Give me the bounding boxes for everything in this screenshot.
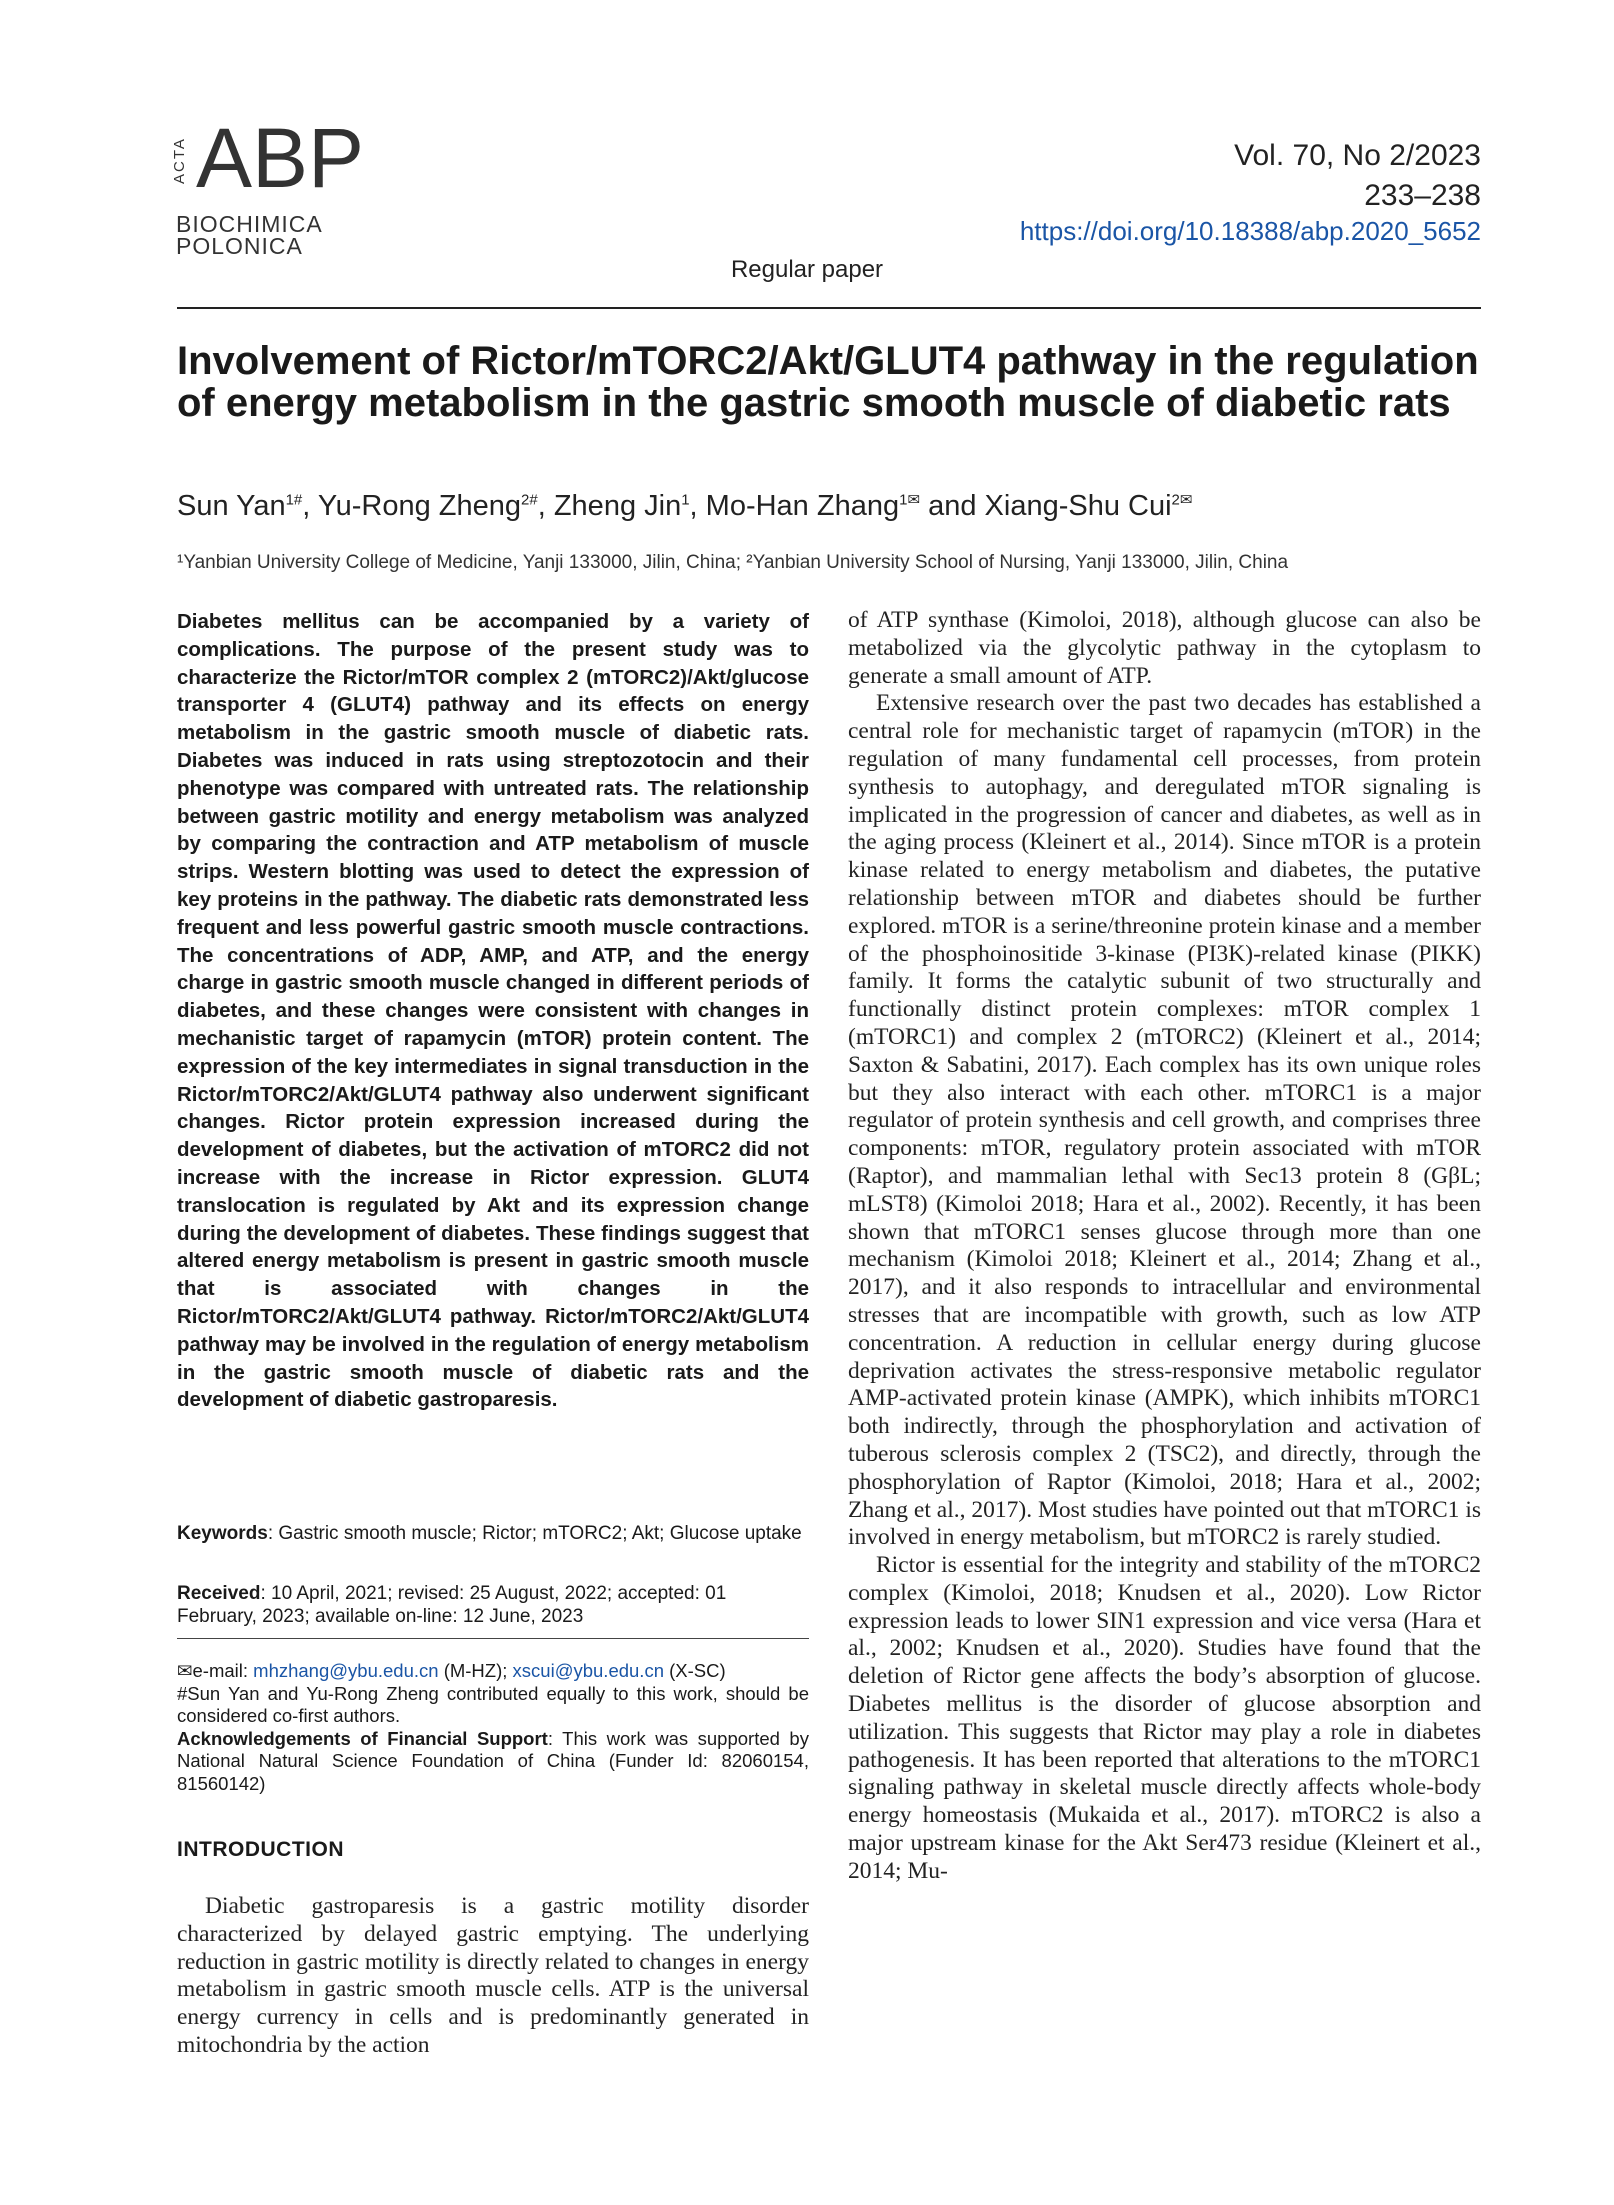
paragraph: Rictor is essential for the integrity and stability of the mTORC2 complex (Kimoloi, 2018; Knudsen et al., 2020). Low Rictor expression leads to lower SIN1 expression and vice versa (Hara et al., 2002; Knudsen et al., 2020). Studies have found that the deletion of Rictor gene affects the body’s absorption of glucose. Diabetes mellitus is the disorder of glucose absorption and utilization. This suggests that Rictor may play a role in diabetes pathogenesis. It has been reported that alterations to the mTORC1 signaling pathway in skeletal muscle directly affects whole-body energy homeostasis (Mukaida et al., 2017). mTORC2 is also a major upstream kinase for the Akt Ser473 residue (Kleinert et al., 2014; Mu- <box>848 1552 1481 1884</box>
article-dates <box>177 1582 809 1628</box>
author-list: Sun Yan$^{1\#}$, Yu-Rong Zheng$^{2\#}$, Zheng Jin$^1$, Mo-Han Zhang$^{1✉}$ and Xiang-Shu Cui$^{2✉}$ <box>177 490 1193 522</box>
abstract: Diabetes mellitus can be accompanied by a variety of complications. The purpose of the present study was to characterize the Rictor/mTOR complex 2 (mTORC2)/Akt/glucose transporter 4 (GLUT4) pathway and its effects on energy metabolism in the gastric smooth muscle of diabetic rats. Diabetes was induced in rats using streptozotocin and their phenotype was compared with untreated rats. The relationship between gastric motility and energy metabolism was analyzed by comparing the contraction and ATP metabolism of muscle strips. Western blotting was used to detect the expression of key proteins in the pathway. The diabetic rats demonstrated less frequent and less powerful gastric smooth muscle contractions. The concentrations of ADP, AMP, and ATP, and the energy charge in gastric smooth muscle changed in different periods of diabetes, and these changes were consistent with changes in mechanistic target of rapamycin (mTOR) protein content. The expression of the key intermediates in signal transduction in the Rictor/mTORC2/Akt/GLUT4 pathway also underwent significant changes. Rictor protein expression increased during the development of diabetes, but the activation of mTORC2 did not increase with the increase in Rictor expression. GLUT4 translocation is regulated by Akt and its expression change during the development of diabetes. These findings suggest that altered energy metabolism is present in gastric smooth muscle that is associated with changes in the Rictor/mTORC2/Akt/GLUT4 pathway. Rictor/mTORC2/Akt/GLUT4 pathway may be involved in the regulation of energy metabolism in the gastric smooth muscle of diabetic rats and the development of diabetic gastroparesis. <box>177 610 809 1412</box>
keywords-list: : Gastric smooth muscle; Rictor; mTORC2; Akt; Glucose uptake <box>267 1523 802 1544</box>
volume-number: Vol. 70, No 2/2023 <box>1234 139 1481 172</box>
contact-emails: ✉e-mail: mhzhang@ybu.edu.cn (M-HZ); xscui@ybu.edu.cn (X-SC) <box>177 1660 726 1681</box>
co-first-note: #Sun Yan and Yu-Rong Zheng contributed equally to this work, should be considered co-first authors. <box>177 1682 809 1726</box>
dates-text: : 10 April, 2021; revised: 25 August, 2022; accepted: 01 February, 2023; available on-line: 12 June, 2023 <box>177 1583 727 1627</box>
paragraph: of ATP synthase (Kimoloi, 2018), although glucose can also be metabolized via the glycolytic pathway in the cytoplasm to generate a small amount of ATP. <box>848 607 1481 689</box>
paper-type: Regular paper <box>730 256 884 283</box>
article-title: Involvement of Rictor/mTORC2/Akt/GLUT4 pathway in the regulation of energy metabolism in the gastric smooth muscle of diabetic rats <box>177 339 1479 425</box>
section-heading-introduction: INTRODUCTION <box>177 1838 344 1861</box>
header-divider <box>177 307 1481 309</box>
volume-info <box>1234 136 1481 216</box>
keywords <box>177 1522 809 1546</box>
ack-label: Acknowledgements of Financial Support <box>177 1727 548 1749</box>
author-name: Yu-Rong Zheng <box>317 490 522 522</box>
author-name: Mo-Han Zhang <box>705 490 900 522</box>
email-link-mhzhang[interactable]: mhzhang@ybu.edu.cn <box>253 1660 439 1681</box>
logo-abp: ABP <box>196 111 365 205</box>
author-name: Xiang-Shu Cui <box>984 490 1172 522</box>
right-column <box>848 607 1481 1886</box>
author-name: Sun Yan <box>177 490 286 522</box>
keywords-label: Keywords <box>177 1523 268 1544</box>
author-name: Zheng Jin <box>553 490 682 522</box>
doi-link[interactable]: https://doi.org/10.18388/abp.2020_5652 <box>1019 216 1481 246</box>
paragraph: Extensive research over the past two decades has established a central role for mechanistic target of rapamycin (mTOR) in the regulation of many fundamental cell processes, from protein synthesis to autophagy, and deregulated mTOR signaling is implicated in the progression of cancer and diabetes, as well as in the aging process (Kleinert et al., 2014). Since mTOR is a protein kinase related to energy metabolism and diabetes, the putative relationship between mTOR and diabetes should be further explored. mTOR is a serine/threonine protein kinase and a member of the phosphoinositide 3-kinase (PI3K)-related kinase (PIKK) family. It forms the catalytic subunit of two structurally and functionally distinct protein complexes: mTOR complex 1 (mTORC1) and complex 2 (mTORC2) (Kleinert et al., 2014; Saxton & Sabatini, 2017). Each complex has its own unique roles but they also interact with each other. mTORC1 is a major regulator of protein synthesis and cell growth, and comprises three components: mTOR, regulatory protein associated with mTOR (Raptor), and mammalian lethal with Sec13 protein 8 (GβL; mLST8) (Kimoloi 2018; Hara et al., 2002). Recently, it has been shown that mTORC1 senses glucose through more than one mechanism (Kimoloi 2018; Kleinert et al., 2014; Zhang et al., 2017), and it also responds to intracellular and environmental stresses that are incompatible with growth, such as low ATP concentration. A reduction in cellular energy during glucose deprivation activates the stress-responsive metabolic regulator AMP-activated protein kinase (AMPK), which inhibits mTORC1 both indirectly, through the phosphorylation and activation of tuberous sclerosis complex 2 (TSC2), and directly, through the phosphorylation of Raptor (Kimoloi, 2018; Hara et al., 2002; Zhang et al., 2017). Most studies have pointed out that mTORC1 is involved in energy metabolism, but mTORC2 is rarely studied. <box>848 690 1481 1551</box>
footnotes <box>177 1660 809 1795</box>
affiliations: ¹Yanbian University College of Medicine, Yanji 133000, Jilin, China; ²Yanbian University School of Nursing, Yanji 133000, Jilin, China <box>177 552 1289 573</box>
author-conjunction: and <box>928 490 977 522</box>
logo-biochimica: BIOCHIMICA <box>176 211 323 237</box>
email-link-xscui[interactable]: xscui@ybu.edu.cn <box>512 1660 664 1681</box>
acknowledgements: Acknowledgements of Financial Support: This work was supported by National Natural Science Foundation of China (Funder Id: 82060154, 81560142) <box>177 1727 809 1794</box>
footnote-divider <box>177 1638 809 1639</box>
logo-acta: ACTA <box>170 137 188 184</box>
received-label: Received <box>177 1583 261 1604</box>
logo-polonica: POLONICA <box>176 233 303 259</box>
page-range: 233–238 <box>1364 179 1481 212</box>
journal-logo <box>170 111 365 265</box>
introduction-text: Diabetic gastroparesis is a gastric motility disorder characterized by delayed gastric emptying. The underlying reduction in gastric motility is directly related to changes in energy metabolism in gastric smooth muscle cells. ATP is the universal energy currency in cells and is predominantly generated in mitochondria by the action <box>177 1893 809 2058</box>
